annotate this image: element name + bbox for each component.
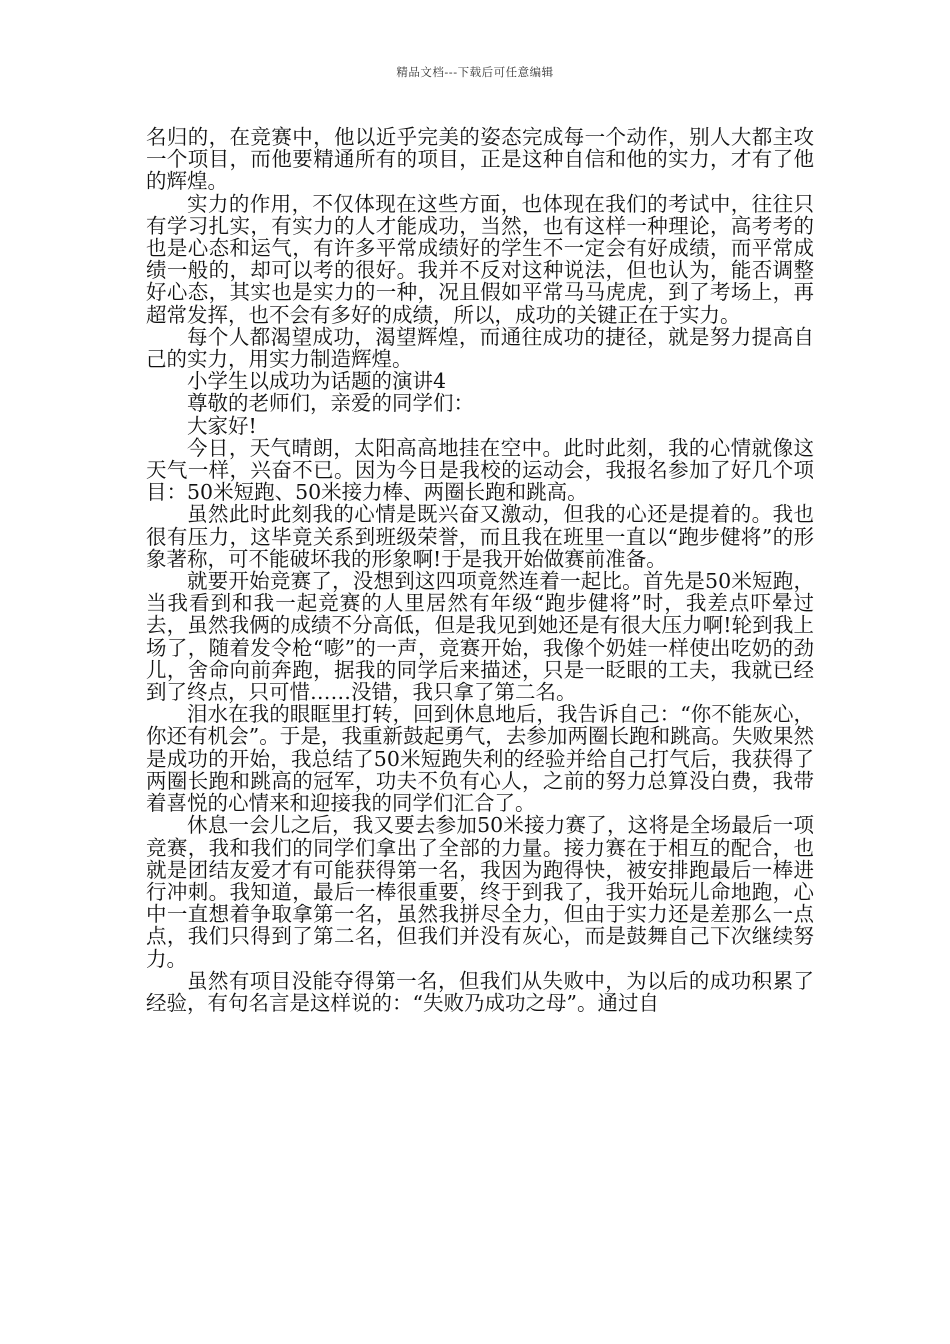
page-header: 精品文档---下载后可任意编辑 bbox=[396, 65, 554, 79]
paragraph: 今日，天气晴朗，太阳高高地挂在空中。此时此刻，我的心情就像这天气一样，兴奋不已。因为今日是我校的运动会，我报名参加了好几个项目：50米短跑、50米接力棒、两圈长跑和跳高。 bbox=[146, 435, 814, 505]
greeting: 大家好! bbox=[187, 413, 257, 438]
paragraph: 名归的，在竞赛中，他以近乎完美的姿态完成每一个动作，别人大都主攻一个项目，而他要精通所有的项目，正是这种自信和他的实力，才有了他的辉煌。 bbox=[146, 125, 814, 194]
paragraph: 就要开始竞赛了，没想到这四项竟然连着一起比。首先是50米短跑，当我看到和我一起竞赛的人里居然有年级“跑步健将”时，我差点吓晕过去，虽然我俩的成绩不分高低，但是我见到她还是有很大压力啊!轮到我上场了，随着发令枪“嘭”的一声，竞赛开始，我像个奶娃一样使出吃奶的劲儿，舍命向前奔跑，据我的同学后来描述，只是一眨眼的工夫，我就已经到了终点，只可惜……没错，我只拿了第二名。 bbox=[146, 569, 814, 705]
paragraph: 泪水在我的眼眶里打转，回到休息地后，我告诉自己：“你不能灰心，你还有机会”。于是，我重新鼓起勇气，去参加两圈长跑和跳高。失败果然是成功的开始，我总结了50米短跑失利的经验并给自己打气后，我获得了两圈长跑和跳高的冠军，功夫不负有心人，之前的努力总算没白费，我带着喜悦的心情来和迎接我的同学们汇合了。 bbox=[146, 702, 814, 816]
paragraph: 虽然有项目没能夺得第一名，但我们从失败中，为以后的成功积累了经验，有句名言是这样说的：“失败乃成功之母”。通过自 bbox=[146, 968, 814, 1015]
paragraph: 虽然此时此刻我的心情是既兴奋又激动，但我的心还是提着的。我也很有压力，这毕竟关系到班级荣誉，而且我在班里一直以“跑步健将”的形象著称，可不能破坏我的形象啊!于是我开始做赛前准备。 bbox=[146, 502, 814, 571]
document-body bbox=[146, 126, 814, 1014]
speech-title: 小学生以成功为话题的演讲4 bbox=[187, 369, 447, 394]
paragraph: 休息一会儿之后，我又要去参加50米接力赛了，这将是全场最后一项竞赛，我和我们的同学们拿出了全部的力量。接力赛在于相互的配合，也就是团结友爱才有可能获得第一名，我因为跑得快，被安排跑最后一棒进行冲刺。我知道，最后一棒很重要，终于到我了，我开始玩儿命地跑，心中一直想着争取拿第一名，虽然我拼尽全力，但由于实力还是差那么一点点，我们只得到了第二名，但我们并没有灰心，而是鼓舞自己下次继续努力。 bbox=[146, 813, 814, 971]
paragraph: 实力的作用，不仅体现在这些方面，也体现在我们的考试中，往往只有学习扎实，有实力的人才能成功，当然，也有这样一种理论，高考考的也是心态和运气，有许多平常成绩好的学生不一定会有好成绩，而平常成绩一般的，却可以考的很好。我并不反对这种说法，但也认为，能否调整好心态，其实也是实力的一种，况且假如平常马马虎虎，到了考场上，再超常发挥，也不会有多好的成绩，所以，成功的关键正在于实力。 bbox=[146, 191, 814, 327]
paragraph: 每个人都渴望成功，渴望辉煌，而通往成功的捷径，就是努力提高自己的实力，用实力制造辉煌。 bbox=[146, 324, 814, 372]
salutation: 尊敬的老师们，亲爱的同学们： bbox=[187, 391, 474, 416]
